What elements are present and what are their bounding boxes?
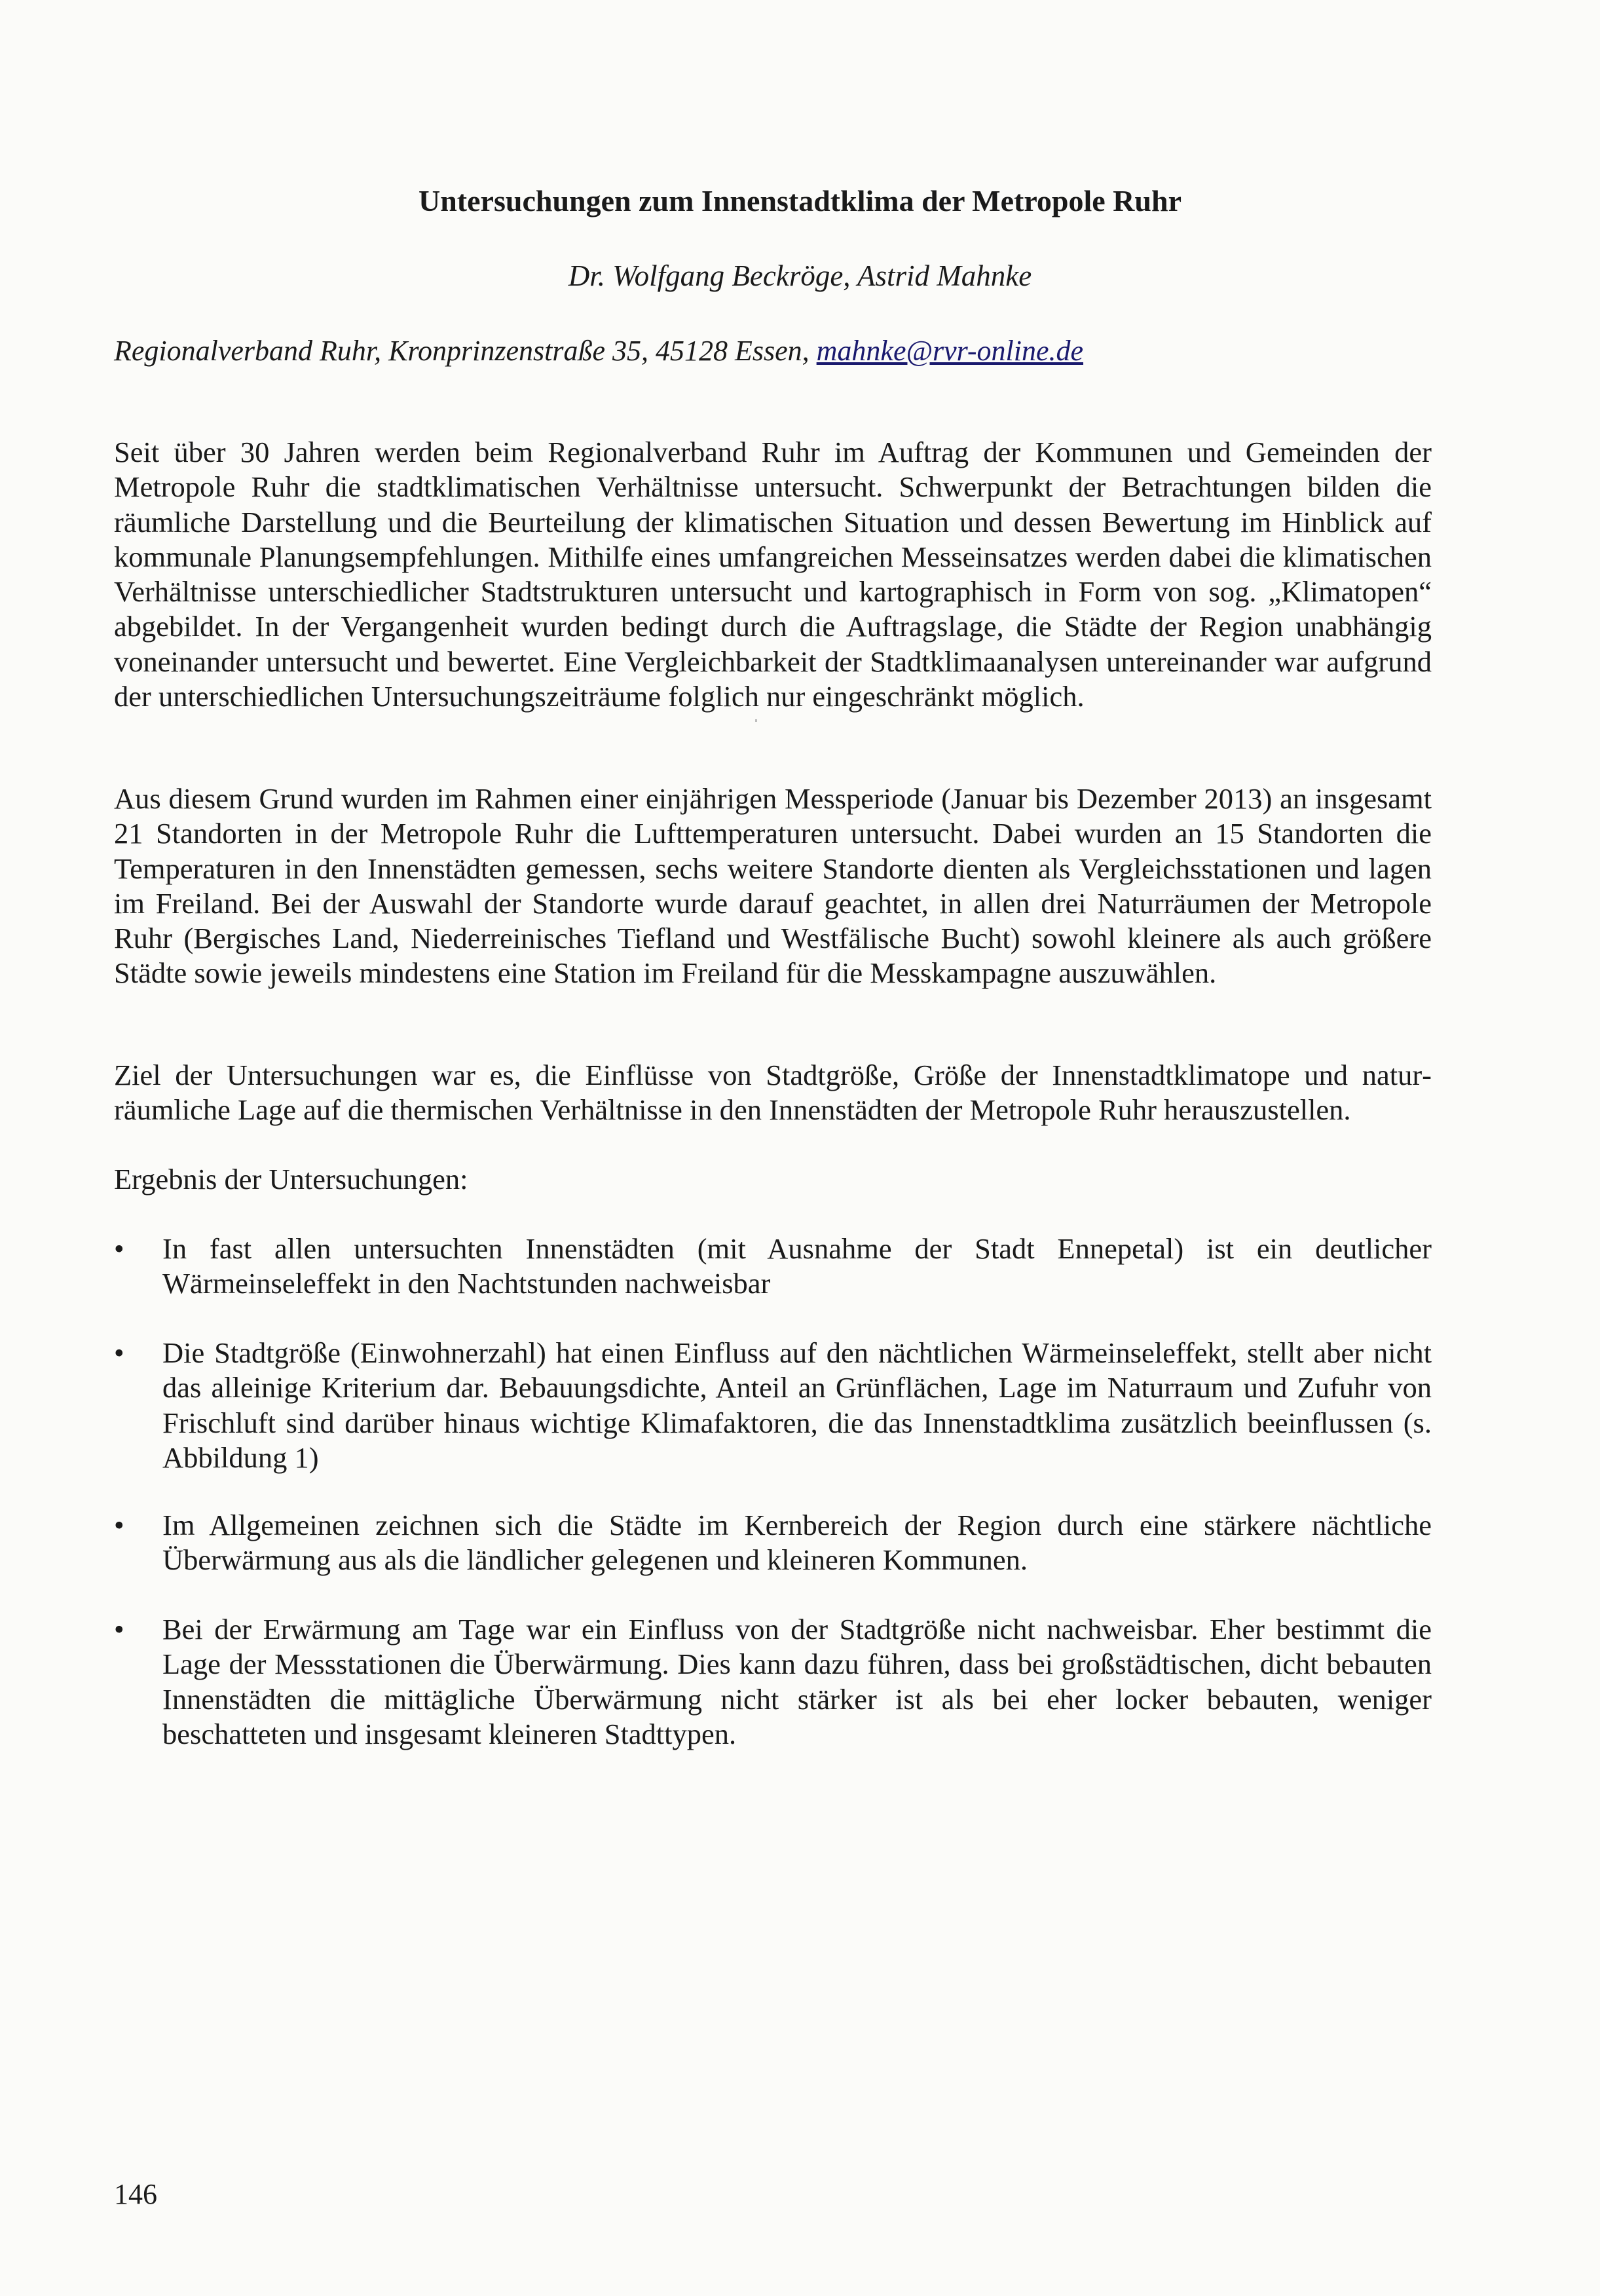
affiliation-line	[114, 331, 1489, 371]
list-item-text: In fast allen untersuchten Innenstädten (mit Ausnahme der Stadt Ennepetal) ist ein deutlicher Wärmeinseleffekt in den Nachtstunden nachweisbar	[162, 1232, 1432, 1300]
list-item-text: Die Stadtgröße (Einwohnerzahl) hat einen Einfluss auf den nächtlichen Wärmeinseleffekt, stellt aber nicht das alleinige Kriterium dar. Bebauungsdichte, Anteil an Grünflächen, Lage im Naturraum und Zufuhr von Frischluft sind darüber hinaus wichtige Klimafaktoren, die das Innenstadtklima zusätzlich beeinflussen (s. Abbildung 1)	[162, 1336, 1432, 1474]
page-number: 146	[114, 2178, 157, 2210]
document-title: Untersuchungen zum Innenstadtklima der Metropole Ruhr	[419, 184, 1181, 217]
paragraph-methodology: Aus diesem Grund wurden im Rahmen einer einjährigen Messperiode (Januar bis Dezember 2013) an insgesamt 21 Standorten in der Metropole Ruhr die Lufttemperaturen untersucht. Dabei wurden an 15 Standorten die Temperaturen in den Innenstädten gemessen, sechs weitere Standorte dienten als Vergleichsstationen und lagen im Freiland. Bei der Auswahl der Standorte wurde darauf geachtet, in allen drei Naturräumen der Metropole Ruhr (Bergisches Land, Niederreinisches Tiefland und Westfälische Bucht) sowohl kleinere als auch größere Städte sowie jeweils mindestens eine Station im Freiland für die Messkampagne auszuwählen.	[114, 782, 1432, 990]
affiliation-address: Regionalverband Ruhr, Kronprinzenstraße 35, 45128 Essen,	[114, 335, 817, 367]
bullet-icon: •	[114, 1509, 124, 1541]
paragraph-objective: Ziel der Untersuchungen war es, die Einflüsse von Stadtgröße, Größe der Innenstadtklimatope und naturräumliche Lage auf die thermischen Verhältnisse in den Innenstädten der Metropole Ruhr herauszustellen.	[114, 1059, 1432, 1127]
authors-line: Dr. Wolfgang Beckröge, Astrid Mahnke	[568, 259, 1032, 292]
results-heading: Ergebnis der Untersuchungen:	[114, 1163, 468, 1195]
list-item-text: Bei der Erwärmung am Tage war ein Einfluss von der Stadtgröße nicht nachweisbar. Eher bestimmt die Lage der Messstationen die Überwärmung. Dies kann dazu führen, dass bei großstädtischen, dicht bebauten Innenstädten die mittägliche Überwärmung nicht stärker ist als bei eher locker bebauten, weniger beschatteten und insgesamt kleineren Stadttypen.	[162, 1613, 1432, 1750]
bullet-icon: •	[114, 1613, 124, 1646]
email-link[interactable]: mahnke@rvr-online.de	[816, 335, 1084, 367]
bullet-icon: •	[114, 1336, 124, 1369]
paragraph-introduction: Seit über 30 Jahren werden beim Regionalverband Ruhr im Auftrag der Kommunen und Gemeinden der Metropole Ruhr die stadtklimatischen Verhältnisse untersucht. Schwerpunkt der Betrachtungen bilden die räumliche Darstellung und die Beurteilung der klimatischen Situation und dessen Bewertung im Hinblick auf kommunale Planungsempfehlungen. Mithilfe eines umfangreichen Messeinsatzes werden dabei die klimatischen Verhältnisse unterschiedlicher Stadtstrukturen untersucht und kartographisch in Form von sog. „Klimatopen“ abgebildet. In der Vergangenheit wurden bedingt durch die Auftragslage, die Städte der Region unabhängig voneinander untersucht und bewertet. Eine Vergleichbarkeit der Stadtklimaanalysen untereinander war aufgrund der unterschiedlichen Untersuchungszeiträume folglich nur eingeschränkt möglich.	[114, 436, 1432, 713]
bullet-icon: •	[114, 1232, 124, 1265]
scan-speck	[755, 719, 757, 722]
list-item-text: Im Allgemeinen zeichnen sich die Städte im Kernbereich der Region durch eine stärkere nächtliche Überwärmung aus als die ländlicher gelegenen und kleineren Kommunen.	[162, 1509, 1432, 1577]
